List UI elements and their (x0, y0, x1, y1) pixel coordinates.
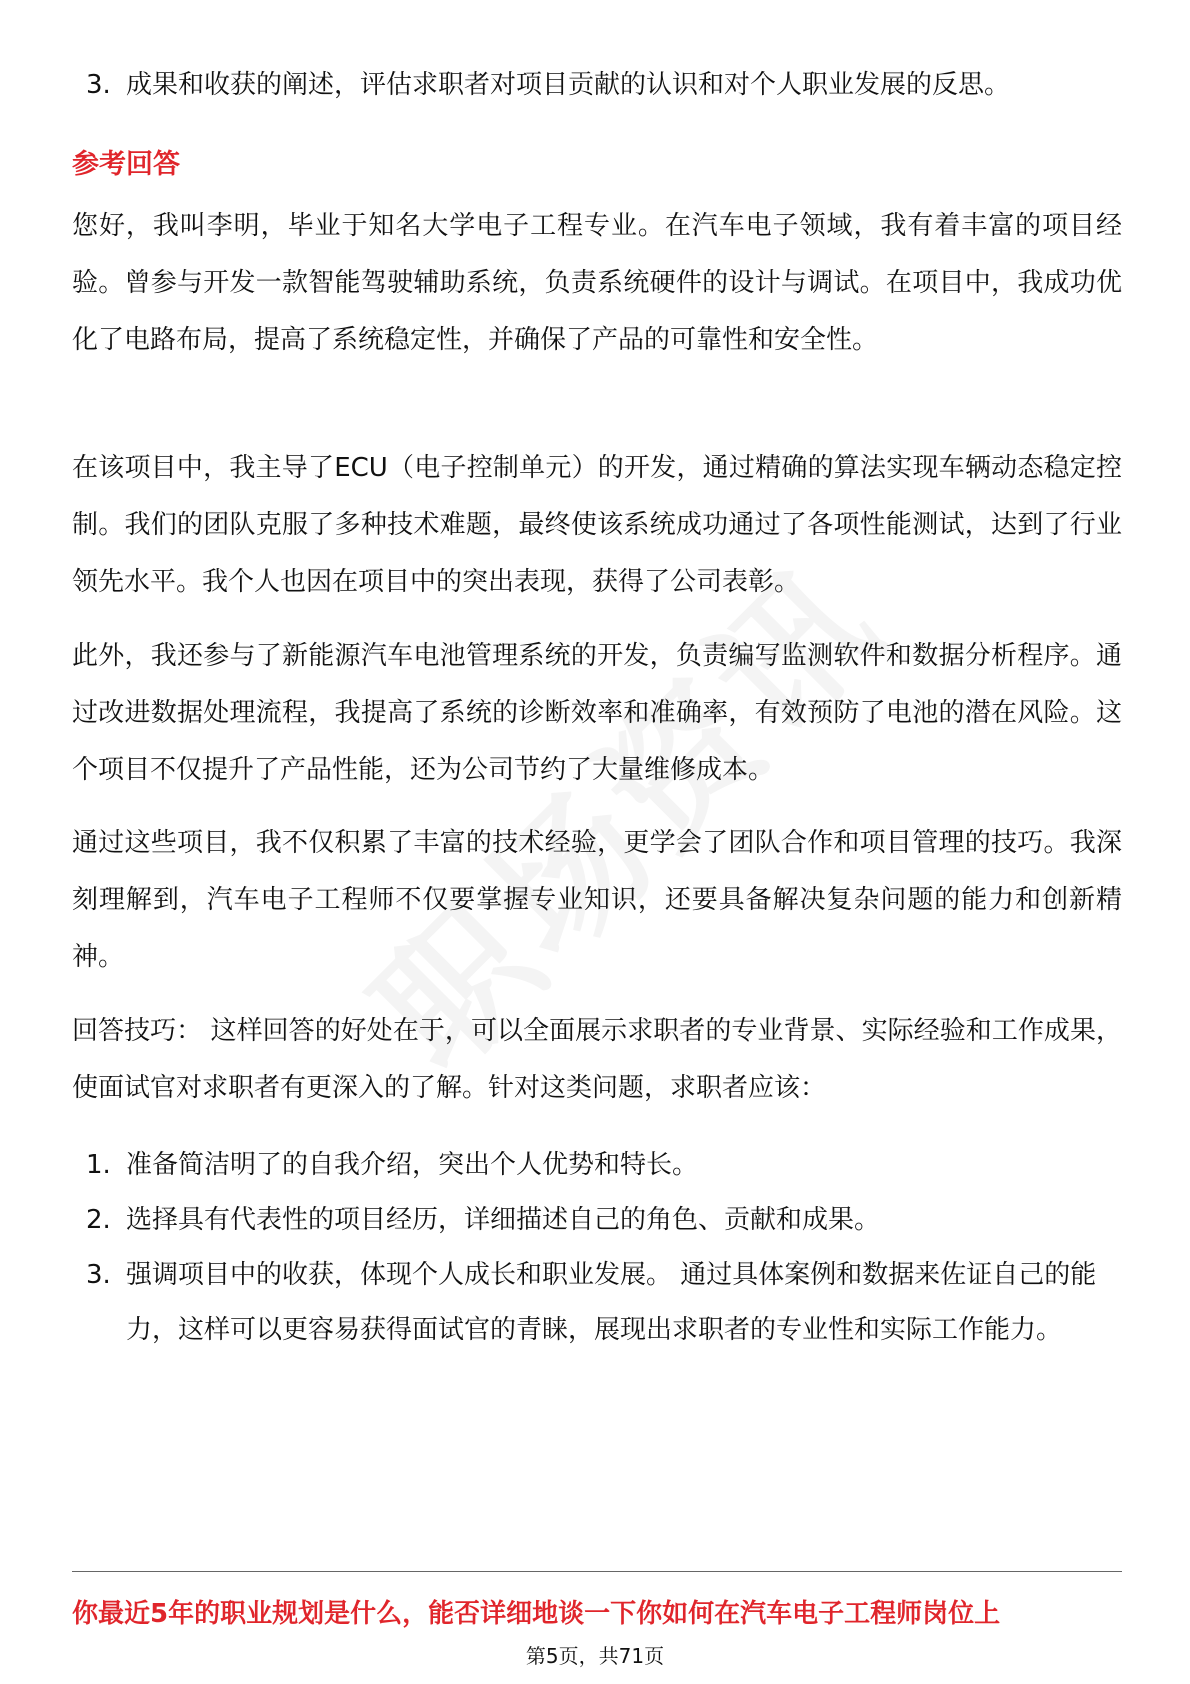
section-divider (72, 1571, 1122, 1572)
tip-item-3 (86, 1248, 1121, 1358)
prev-list-item (86, 58, 1121, 113)
tip-item-1 (86, 1138, 1121, 1193)
answer-paragraph-1: 您好，我叫李明，毕业于知名大学电子工程专业。在汽车电子领域，我有着丰富的项目经验。曾参与开发一款智能驾驶辅助系统，负责系统硬件的设计与调试。在项目中，我成功优化了电路布局，提高了系统稳定性，并确保了产品的可靠性和安全性。 (72, 211, 1122, 355)
tip-number: 2. (86, 1205, 111, 1235)
answer-paragraph-3: 此外，我还参与了新能源汽车电池管理系统的开发，负责编写监测软件和数据分析程序。通过改进数据处理流程，我提高了系统的诊断效率和准确率，有效预防了电池的潜在风险。这个项目不仅提升了产品性能，还为公司节约了大量维修成本。 (72, 641, 1122, 785)
tip-text: 准备简洁明了的自我介绍，突出个人优势和特长。 (126, 1150, 699, 1180)
tips-intro-paragraph: 回答技巧： 这样回答的好处在于，可以全面展示求职者的专业背景、实际经验和工作成果，使面试官对求职者有更深入的了解。针对这类问题，求职者应该： (72, 1016, 1122, 1103)
page-footer: 第5页，共71页 (525, 1644, 665, 1668)
list-text: 成果和收获的阐述，评估求职者对项目贡献的认识和对个人职业发展的反思。 (126, 70, 1011, 100)
next-question-heading: 你最近5年的职业规划是什么，能否详细地谈一下你如何在汽车电子工程师岗位上 (72, 1599, 1001, 1629)
answer-paragraph-4: 通过这些项目，我不仅积累了丰富的技术经验，更学会了团队合作和项目管理的技巧。我深刻理解到，汽车电子工程师不仅要掌握专业知识，还要具备解决复杂问题的能力和创新精神。 (72, 828, 1122, 972)
tip-item-2 (86, 1193, 1121, 1248)
tip-text: 强调项目中的收获，体现个人成长和职业发展。 通过具体案例和数据来佐证自己的能力，这样可以更容易获得面试官的青睐，展现出求职者的专业性和实际工作能力。 (126, 1260, 1097, 1345)
answer-paragraph-2: 在该项目中，我主导了ECU（电子控制单元）的开发，通过精确的算法实现车辆动态稳定控制。我们的团队克服了多种技术难题，最终使该系统成功通过了各项性能测试，达到了行业领先水平。我个人也因在项目中的突出表现，获得了公司表彰。 (72, 453, 1122, 597)
tip-text: 选择具有代表性的项目经历，详细描述自己的角色、贡献和成果。 (126, 1205, 881, 1235)
answer-heading: 参考回答 (72, 149, 180, 180)
tip-number: 1. (86, 1150, 111, 1180)
list-number: 3. (86, 70, 111, 100)
tip-number: 3. (86, 1260, 111, 1290)
